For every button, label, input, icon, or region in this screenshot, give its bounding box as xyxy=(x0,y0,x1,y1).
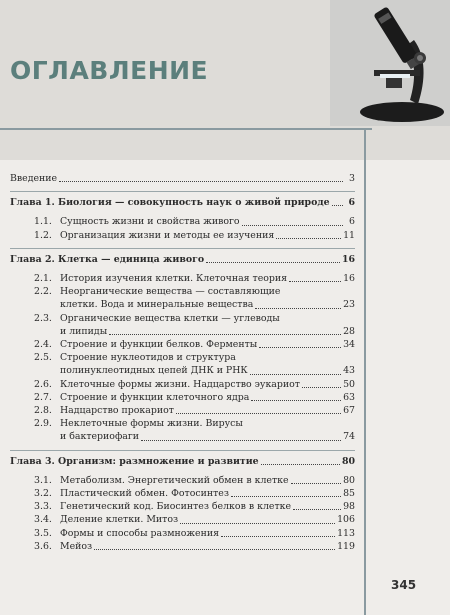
section-title-line: Строение нуклеотидов и структура xyxy=(60,352,236,364)
page-number: 345 xyxy=(391,578,417,592)
dot-leader xyxy=(176,413,341,414)
dot-leader xyxy=(221,536,335,537)
toc-section-entry[interactable] xyxy=(10,338,355,351)
section-title-line: История изучения клетки. Клеточная теория xyxy=(60,273,288,285)
toc-page-number: 85 xyxy=(343,488,355,500)
toc-page-number: 106 xyxy=(337,514,355,526)
dot-leader xyxy=(261,464,340,465)
toc-page-number: 98 xyxy=(343,501,355,513)
section-title-line: Неклеточные формы жизни. Вирусы xyxy=(60,418,243,430)
section-title-line: Мейоз xyxy=(60,540,93,552)
section-number: 2.2. xyxy=(34,286,52,298)
toc-section-entry[interactable] xyxy=(10,285,355,311)
dot-leader xyxy=(255,308,341,309)
section-title-line: Клеточные формы жизни. Надцарство эукариот xyxy=(60,378,300,390)
toc-page-number: 63 xyxy=(343,391,355,403)
toc-entry-label: Введение xyxy=(10,173,58,184)
separator xyxy=(10,248,355,249)
section-number: 1.1. xyxy=(34,216,52,228)
dot-leader xyxy=(141,440,341,441)
toc-section-entry[interactable] xyxy=(10,312,355,338)
toc-section-entry[interactable] xyxy=(10,272,355,285)
section-title-line: Органические вещества клетки — углеводы xyxy=(60,312,280,324)
dot-leader xyxy=(206,262,340,263)
toc-page-number: 23 xyxy=(343,299,355,311)
section-title-row xyxy=(60,474,355,487)
toc-page-number: 6 xyxy=(349,216,355,228)
toc-page-number: 16 xyxy=(341,253,355,265)
dot-leader xyxy=(293,509,341,510)
chapter-title: Глава 3. Организм: размножение и развитие xyxy=(10,455,259,467)
toc-section-entry[interactable] xyxy=(10,527,355,540)
toc-section-entry[interactable] xyxy=(10,215,355,228)
section-body xyxy=(60,513,355,526)
toc-chapter-heading[interactable] xyxy=(10,253,355,266)
section-title-row xyxy=(60,513,355,526)
toc-section-entry[interactable] xyxy=(10,391,355,404)
header-divider xyxy=(0,128,372,130)
section-body xyxy=(60,338,355,351)
dot-leader xyxy=(250,374,341,375)
section-title-line: Неорганические вещества — составляющие xyxy=(60,286,281,298)
section-title-row xyxy=(60,325,355,338)
section-body xyxy=(60,404,355,417)
dot-leader xyxy=(302,387,341,388)
section-number: 2.1. xyxy=(34,273,52,285)
dot-leader xyxy=(94,549,335,550)
section-title-row xyxy=(60,229,355,242)
section-number: 2.7. xyxy=(34,391,52,403)
section-body xyxy=(60,391,355,404)
toc-page-number: 16 xyxy=(343,273,355,285)
section-title-line: Метаболизм. Энергетический обмен в клетке xyxy=(60,474,289,486)
section-number: 3.5. xyxy=(34,527,52,539)
section-title-row xyxy=(60,540,355,553)
toc-page-number: 6 xyxy=(348,197,355,209)
toc-section-entry[interactable] xyxy=(10,540,355,553)
margin-rule xyxy=(364,128,366,615)
toc-section-entry[interactable] xyxy=(10,487,355,500)
dot-leader xyxy=(109,334,341,335)
toc-section-entry[interactable] xyxy=(10,513,355,526)
toc-page-number: 119 xyxy=(337,540,355,552)
section-body xyxy=(60,351,355,377)
section-title-line: клетки. Вода и минеральные вещества xyxy=(60,299,254,311)
section-number: 2.3. xyxy=(34,312,52,324)
section-number: 3.1. xyxy=(34,474,52,486)
toc-chapter-heading[interactable] xyxy=(10,455,355,468)
section-title-line: Деление клетки. Митоз xyxy=(60,514,179,526)
toc-section-entry[interactable] xyxy=(10,229,355,242)
toc-page-number: 3 xyxy=(349,173,355,184)
toc-page-number: 34 xyxy=(343,339,355,351)
section-number: 2.9. xyxy=(34,418,52,430)
dot-leader xyxy=(251,400,341,401)
section-title-line: Строение и функции белков. Ферменты xyxy=(60,339,258,351)
section-title-row xyxy=(60,487,355,500)
section-title-line: Генетический код. Биосинтез белков в клетке xyxy=(60,501,292,513)
microscope-icon xyxy=(330,0,450,126)
dot-leader xyxy=(231,496,341,497)
section-title-line: и бактериофаги xyxy=(60,431,140,443)
chapter-title: Глава 1. Биология — совокупность наук о живой природе xyxy=(10,197,330,209)
toc-section-entry[interactable] xyxy=(10,351,355,377)
toc-page-number: 80 xyxy=(343,474,355,486)
section-body xyxy=(60,272,355,285)
section-title-line: Организация жизни и методы ее изучения xyxy=(60,229,275,241)
toc-page-number: 113 xyxy=(337,527,355,539)
dot-leader xyxy=(180,523,335,524)
section-number: 2.6. xyxy=(34,378,52,390)
section-number: 2.8. xyxy=(34,405,52,417)
dot-leader xyxy=(289,281,341,282)
section-number: 3.6. xyxy=(34,540,52,552)
page-title: ОГЛАВЛЕНИЕ xyxy=(10,56,209,85)
chapters-list xyxy=(10,196,355,553)
dot-leader xyxy=(332,205,343,206)
section-title-row xyxy=(60,500,355,513)
section-body xyxy=(60,487,355,500)
toc-section-entry[interactable] xyxy=(10,500,355,513)
section-number: 2.5. xyxy=(34,352,52,364)
toc-section-entry[interactable] xyxy=(10,404,355,417)
section-title-row xyxy=(60,215,355,228)
section-title-row xyxy=(60,338,355,351)
section-body xyxy=(60,474,355,487)
toc-page-number: 67 xyxy=(343,405,355,417)
section-body xyxy=(60,378,355,391)
toc-page-number: 11 xyxy=(343,229,355,241)
section-number: 3.4. xyxy=(34,514,52,526)
section-number: 1.2. xyxy=(34,229,52,241)
section-title-line: Формы и способы размножения xyxy=(60,527,219,539)
section-title-row xyxy=(60,430,355,443)
toc-chapter-heading[interactable] xyxy=(10,196,355,209)
section-title-row xyxy=(60,404,355,417)
section-title-row xyxy=(60,364,355,377)
dot-leader xyxy=(276,238,341,239)
toc-section-entry[interactable] xyxy=(10,474,355,487)
microscope-photo xyxy=(330,0,450,126)
section-title-row xyxy=(60,391,355,404)
separator xyxy=(10,450,355,451)
section-number: 3.2. xyxy=(34,488,52,500)
section-number: 2.4. xyxy=(34,339,52,351)
section-body xyxy=(60,312,355,338)
toc-page-number: 43 xyxy=(343,365,355,377)
chapter-title: Глава 2. Клетка — единица живого xyxy=(10,253,205,265)
section-title-row xyxy=(60,378,355,391)
dot-leader xyxy=(59,181,343,182)
section-title-line: Строение и функции клеточного ядра xyxy=(60,391,250,403)
section-title-row xyxy=(60,298,355,311)
dot-leader xyxy=(242,225,343,226)
section-body xyxy=(60,215,355,228)
section-body xyxy=(60,500,355,513)
section-title-line: Пластический обмен. Фотосинтез xyxy=(60,488,229,500)
toc-page-number: 50 xyxy=(343,378,355,390)
toc-page-number: 28 xyxy=(343,325,355,337)
section-body xyxy=(60,540,355,553)
table-of-contents xyxy=(10,172,355,553)
section-title-line: Надцарство прокариот xyxy=(60,405,174,417)
dot-leader xyxy=(259,347,341,348)
toc-page-number: 74 xyxy=(343,431,355,443)
section-body xyxy=(60,417,355,443)
section-title-row xyxy=(60,527,355,540)
toc-entry-intro[interactable] xyxy=(10,172,355,185)
section-number: 3.3. xyxy=(34,501,52,513)
separator xyxy=(10,191,355,192)
section-body xyxy=(60,229,355,242)
section-body xyxy=(60,285,355,311)
section-title-line: полинуклеотидных цепей ДНК и РНК xyxy=(60,365,248,377)
section-body xyxy=(60,527,355,540)
toc-page-number: 80 xyxy=(341,455,355,467)
dot-leader xyxy=(291,483,342,484)
section-title-row xyxy=(60,272,355,285)
toc-section-entry[interactable] xyxy=(10,378,355,391)
section-title-line: и липиды xyxy=(60,325,108,337)
section-title-line: Сущность жизни и свойства живого xyxy=(60,216,240,228)
toc-section-entry[interactable] xyxy=(10,417,355,443)
